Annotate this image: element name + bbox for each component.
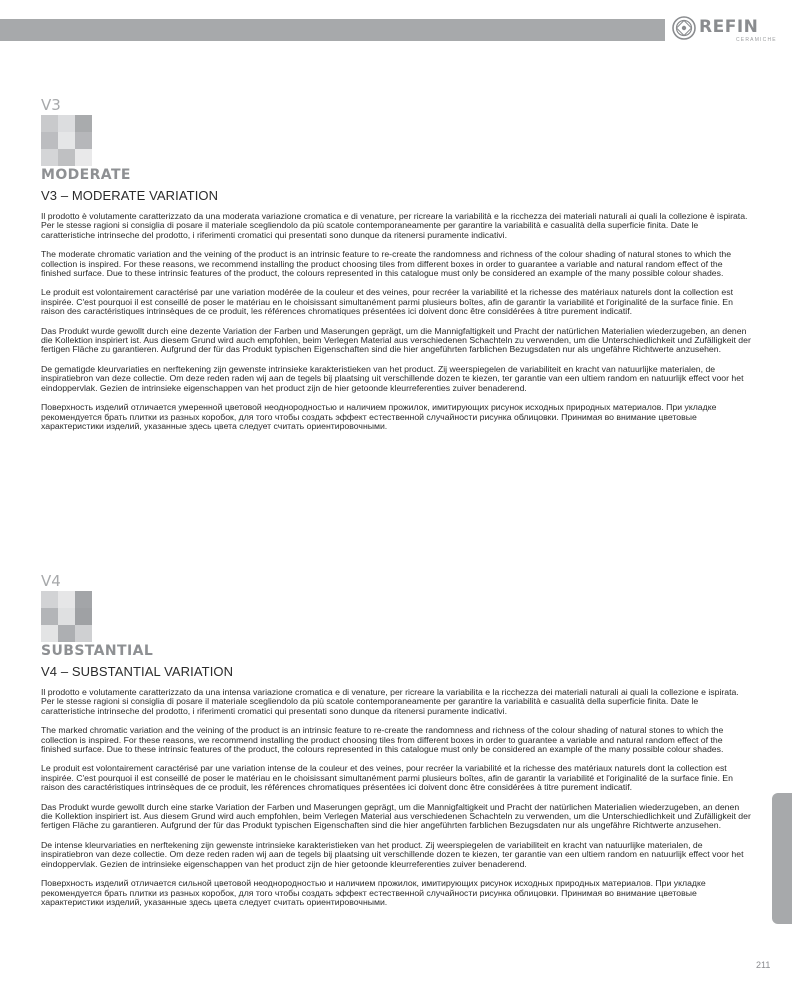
swatch-tile bbox=[75, 149, 92, 166]
swatch-tile bbox=[41, 608, 58, 625]
header-bar bbox=[0, 19, 665, 41]
variation-section-v3 bbox=[41, 98, 753, 431]
section-heading: V3 – MODERATE VARIATION bbox=[41, 188, 219, 203]
swatch-tile bbox=[58, 625, 75, 642]
refin-logo-icon bbox=[672, 16, 696, 40]
paragraph-fr: Le produit est volontairement caractérisé par une variation modérée de la couleur et des veines, pour recréer la variabilité et la richesse des matériaux naturels dont la collection est inspirée. C'est pourquoi il est conseillé de poser le matériau en le choisissant simultanément parmi plusieurs boîtes, afin de garantir la variabilité et l'originalité de la surface finie. En raison des caractéristiques intrinsèques de ce produit, les références chromatiques présentées ici doivent donc être considérées à titre purement indicatif. bbox=[41, 287, 733, 317]
brand-subtitle: CERAMICHE bbox=[736, 37, 777, 43]
variation-level: SUBSTANTIAL bbox=[41, 643, 154, 659]
paragraph-en: The moderate chromatic variation and the veining of the product is an intrinsic feature to re-create the randomness and richness of the colour shading of natural stones to which the collection is inspired. For these reasons, we recommend installing the product choosing tiles from different boxes in order to guarantee a variable and natural random effect of the finished surface. Due to these intrinsic features of the product, the colours represented in this catalogue must only be considered an example of the many possible colour shades. bbox=[41, 249, 732, 279]
section-heading: V4 – SUBSTANTIAL VARIATION bbox=[41, 664, 234, 679]
paragraph-ru: Поверхность изделий отличается умеренной цветовой неоднородностью и наличием прожилок, имитирующих рисунок исходных природных материалов. При укладке рекомендуется брать плитки из разных коробок, для того чтобы создать эффект естественной случайности рисунка облицовки. Принимая во внимание цветовые характеристики изделий, указанные здесь цвета следует считать ориентировочными. bbox=[41, 402, 717, 431]
page-number: 211 bbox=[756, 960, 771, 970]
variation-level: MODERATE bbox=[41, 167, 131, 183]
swatch-tile bbox=[41, 591, 58, 608]
side-tab bbox=[772, 793, 792, 924]
variation-swatch bbox=[41, 591, 92, 642]
swatch-tile bbox=[41, 625, 58, 642]
swatch-tile bbox=[58, 608, 75, 625]
swatch-tile bbox=[75, 625, 92, 642]
swatch-tile bbox=[58, 149, 75, 166]
swatch-tile bbox=[75, 115, 92, 132]
paragraph-it: Il prodotto è volutamente caratterizzato da una moderata variazione cromatica e di venature, per ricreare la variabilità e la ricchezza dei materiali naturali ai quali la collezione è ispirata. Per le stesse ragioni si consiglia di posare il materiale scegliendolo da più scatole contemporaneamente per garantire la variabilità e casualità della superficie finita. Date le caratteristiche intrinseche del prodotto, i riferimenti cromatici qui presentati sono dunque da ritenersi puramente indicativi. bbox=[41, 211, 748, 240]
section-body bbox=[41, 212, 753, 431]
paragraph-nl: De gematigde kleurvariaties en nerftekening zijn gewenste intrinsieke karakteristieken van het product. Zij weerspiegelen de variabiliteit en kracht van natuurlijke materialen, de inspiratiebron van deze collectie. Om deze reden raden wij aan de tegels bij plaatsing uit verschillende dozen te kiezen, ter garantie van een ultiem random en natuurlijk effect voor het eindoppervlak. Gezien de intrinsieke eigenschappen van het product zijn de hier getoonde kleurreferenties zuiver benaderend. bbox=[41, 363, 744, 393]
swatch-tile bbox=[41, 149, 58, 166]
swatch-tile bbox=[58, 132, 75, 149]
paragraph-en: The marked chromatic variation and the veining of the product is an intrinsic feature to re-create the randomness and richness of the colour shading of natural stones to which the collection is inspired. For these reasons, we recommend installing the product choosing tiles from different boxes in order to guarantee a variable and natural random effect of the finished surface. Due to these intrinsic features of the product, the colours represented in this catalogue must only be considered an example of the many possible colour shades. bbox=[41, 725, 724, 755]
swatch-tile bbox=[75, 132, 92, 149]
paragraph-it: Il prodotto e volutamente caratterizzato da una intensa variazione cromatica e di venature, per ricreare la variabilita e la ricchezza dei materiali naturali ai quali la collezione e ispirata. Per le stesse ragioni si consiglia di posare il materiale scegliendolo da più scatole contemporaneamente per garantire la variabilità e casualità della superficie finita. Date le caratteristiche intrinseche del prodotto, i riferimenti cromatici qui presentati sono dunque da ritenersi puramente indicativi. bbox=[41, 687, 739, 716]
brand-name: REFIN bbox=[699, 17, 759, 37]
paragraph-fr: Le produit est volontairement caractérisé par une variation intense de la couleur et des veines, pour recréer la variabilité et la richesse des matériaux naturels dont la collection est inspirée. C'est pourquoi il est conseillé de poser le matériau en le choisissant simultanément parmi plusieurs boîtes, afin de garantir la variabilité et l'originalité de la surface finie. En raison des caractéristiques intrinsèques de ce produit, les références chromatiques présentées ici doivent donc être considérées à titre purement indicatif. bbox=[41, 763, 733, 793]
paragraph-nl: De intense kleurvariaties en nerftekening zijn gewenste intrinsieke karakteristieken van het product. Zij weerspiegelen de variabiliteit en kracht van natuurlijke materialen, de inspiratiebron van deze collectie. Om deze reden raden wij aan de tegels bij plaatsing uit verschillende dozen te kiezen, ter garantie van een ultiem random en natuurlijk effect voor het eindoppervlak. Gezien de intrinsieke eigenschappen van het product zijn de hier getoonde kleurreferenties zuiver benaderend. bbox=[41, 839, 744, 869]
variation-section-v4 bbox=[41, 574, 753, 907]
swatch-tile bbox=[58, 591, 75, 608]
paragraph-de: Das Produkt wurde gewollt durch eine starke Variation der Farben und Maserungen geprägt, um die Mannigfaltigkeit und Pracht der natürlichen Materialien wiederzugeben, an denen die Kollektion inspiriert ist. Aus diesem Grund wird auch empfohlen, beim Verlegen Material aus verschiedenen Schachteln zu verwenden, um die Unterschiedlichkeit und Zufälligkeit der fertigen Fläche zu garantieren. Aufgrund der für das Produkt typischen Eigenschaften sind die hier angeführten farblichen Bezugsdaten nur als ungefähre Richtwerte anzusehen. bbox=[41, 801, 751, 831]
swatch-tile bbox=[41, 132, 58, 149]
variation-code: V4 bbox=[41, 572, 61, 590]
brand-logo bbox=[672, 15, 784, 45]
variation-swatch bbox=[41, 115, 92, 166]
swatch-tile bbox=[75, 608, 92, 625]
section-body bbox=[41, 688, 753, 907]
swatch-tile bbox=[58, 115, 75, 132]
swatch-tile bbox=[75, 591, 92, 608]
variation-code: V3 bbox=[41, 96, 61, 114]
paragraph-ru: Поверхность изделий отличается сильной цветовой неоднородностью и наличием прожилок, имитирующих рисунок исходных природных материалов. При укладке рекомендуется брать плитки из разных коробок, для того чтобы создать эффект естественной случайности рисунка облицовки. Принимая во внимание цветовые характеристики изделий, указанные здесь цвета следует считать ориентировочными. bbox=[41, 878, 706, 907]
swatch-tile bbox=[41, 115, 58, 132]
paragraph-de: Das Produkt wurde gewollt durch eine dezente Variation der Farben und Maserungen geprägt, um die Mannigfaltigkeit und Pracht der natürlichen Materialien wiederzugeben, an denen die Kollektion inspiriert ist. Aus diesem Grund wird auch empfohlen, beim Verlegen Material aus verschiedenen Schachteln zu verwenden, um die Unterschiedlichkeit und Zufälligkeit der fertigen Fläche zu garantieren. Aufgrund der für das Produkt typischen Eigenschaften sind die hier angeführten farblichen Bezugsdaten nur als ungefähre Richtwerte anzusehen. bbox=[41, 325, 751, 355]
